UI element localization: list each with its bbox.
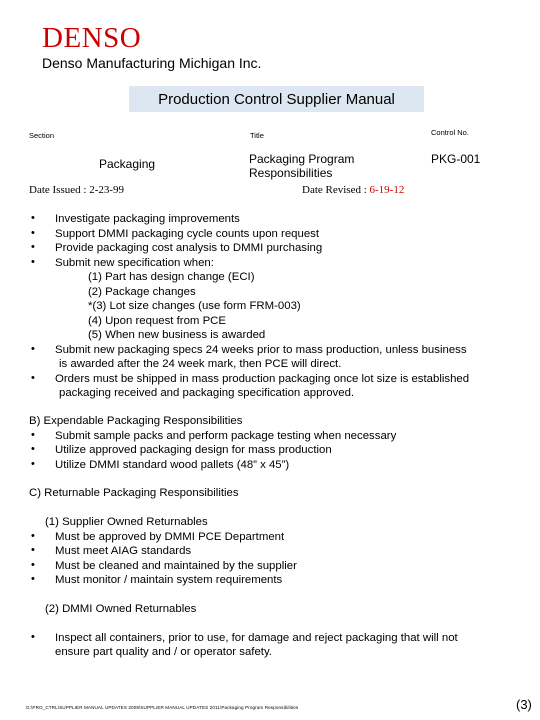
list-item: Utilize approved packaging design for mass production bbox=[55, 444, 332, 456]
bullet-icon: • bbox=[31, 443, 35, 455]
control-value: PKG-001 bbox=[431, 152, 481, 166]
manual-title: Production Control Supplier Manual bbox=[129, 86, 424, 112]
bullet-icon: • bbox=[31, 256, 35, 268]
list-item: Must monitor / maintain system requirements bbox=[55, 574, 283, 586]
list-item: Inspect all containers, prior to use, for damage and reject packaging that will not bbox=[55, 632, 458, 644]
section-value: Packaging bbox=[99, 157, 156, 171]
list-item: Submit new packaging specs 24 weeks prior to mass production, unless business bbox=[55, 344, 467, 356]
bullet-icon: • bbox=[31, 530, 35, 542]
sub-list-item: (2) Package changes bbox=[88, 286, 196, 298]
denso-logo: DENSO bbox=[42, 22, 142, 54]
bullet-icon: • bbox=[31, 343, 35, 355]
sub-heading: (1) Supplier Owned Returnables bbox=[45, 516, 208, 528]
title-label: Title bbox=[250, 131, 264, 140]
company-name: Denso Manufacturing Michigan Inc. bbox=[42, 55, 262, 71]
bullet-icon: • bbox=[31, 631, 35, 643]
sub-list-item: (5) When new business is awarded bbox=[88, 329, 266, 341]
bullet-icon: • bbox=[31, 241, 35, 253]
list-item-continuation: packaging received and packaging specification approved. bbox=[59, 387, 355, 399]
bullet-icon: • bbox=[31, 212, 35, 224]
title-value-line1: Packaging Program bbox=[249, 152, 355, 166]
list-item: Must be cleaned and maintained by the supplier bbox=[55, 560, 297, 572]
list-item: Investigate packaging improvements bbox=[55, 213, 240, 225]
sub-list-item: (1) Part has design change (ECI) bbox=[88, 271, 255, 283]
page-number: (3) bbox=[516, 697, 532, 712]
bullet-icon: • bbox=[31, 573, 35, 585]
date-revised-label: Date Revised : bbox=[302, 184, 367, 196]
section-b-heading: B) Expendable Packaging Responsibilities bbox=[29, 415, 243, 427]
section-label: Section bbox=[29, 131, 55, 140]
control-label: Control No. bbox=[431, 128, 469, 137]
list-item: Support DMMI packaging cycle counts upon request bbox=[55, 228, 320, 240]
list-item: Must meet AIAG standards bbox=[55, 545, 192, 557]
sub-list-item: (4) Upon request from PCE bbox=[88, 315, 227, 327]
list-item: Orders must be shipped in mass production packaging once lot size is established bbox=[55, 373, 470, 385]
date-issued-label: Date Issued : bbox=[29, 184, 87, 196]
list-item-continuation: ensure part quality and / or operator safety. bbox=[55, 646, 272, 658]
list-item: Submit new specification when: bbox=[55, 257, 214, 269]
bullet-icon: • bbox=[31, 429, 35, 441]
list-item: Provide packaging cost analysis to DMMI purchasing bbox=[55, 242, 323, 254]
bullet-icon: • bbox=[31, 544, 35, 556]
list-item: Must be approved by DMMI PCE Department bbox=[55, 531, 285, 543]
title-value-line2: Responsibilities bbox=[249, 166, 333, 180]
date-issued bbox=[29, 184, 124, 196]
date-revised bbox=[302, 184, 404, 196]
list-item: Utilize DMMI standard wood pallets (48” x 45”) bbox=[55, 459, 290, 471]
sub-list-item: *(3) Lot size changes (use form FRM-003) bbox=[88, 300, 301, 312]
date-revised-value: 6-19-12 bbox=[369, 184, 405, 196]
footer-path: G:\PRO_CTRL\SUPPLIER MANUAL UPDATES 2008\SUPPLIER MANUAL UPDATES 2011\Packaging Program Responsibilities bbox=[26, 705, 299, 710]
sub-heading: (2) DMMI Owned Returnables bbox=[45, 603, 197, 615]
list-item: Submit sample packs and perform package testing when necessary bbox=[55, 430, 397, 442]
section-c-heading: C) Returnable Packaging Responsibilities bbox=[29, 487, 239, 499]
bullet-icon: • bbox=[31, 372, 35, 384]
bullet-icon: • bbox=[31, 458, 35, 470]
date-issued-value: 2-23-99 bbox=[89, 184, 125, 196]
list-item-continuation: is awarded after the 24 week mark, then PCE will direct. bbox=[59, 358, 342, 370]
bullet-icon: • bbox=[31, 227, 35, 239]
bullet-icon: • bbox=[31, 559, 35, 571]
